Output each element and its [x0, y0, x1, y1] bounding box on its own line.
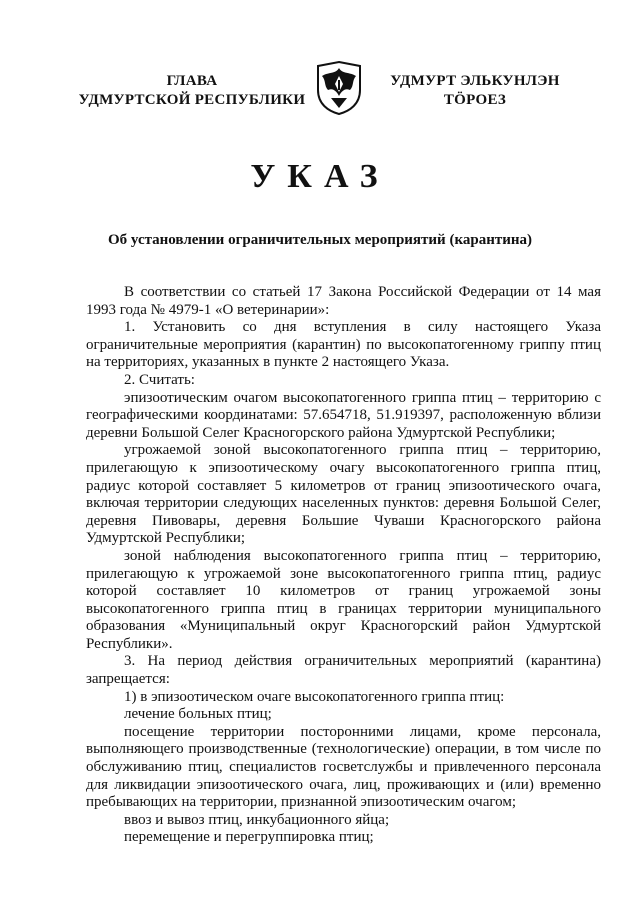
header-right: [370, 72, 580, 110]
paragraph: В соответствии со статьей 17 Закона Российской Федерации от 14 мая 1993 года № 4979-1 «О ветеринарии»:: [86, 284, 601, 318]
header-left-line1: ГЛАВА: [166, 73, 218, 89]
header-left: [72, 72, 312, 110]
paragraph: 1) в эпизоотическом очаге высокопатогенного гриппа птиц:: [124, 688, 505, 705]
paragraph: 3. На период действия ограничительных мероприятий (карантина) запрещается:: [86, 653, 601, 688]
paragraph: зоной наблюдения высокопатогенного гриппа птиц – территорию, прилегающую к угрожаемой зоне высокопатогенного гриппа птиц, радиус которой составляет 10 километров от границ угрожаемой зоны высокопатогенного гриппа птиц в границах территории муниципального образования «Муниципальный округ Красногорский район Удмуртской Республики».: [86, 547, 601, 652]
paragraph: 1. Установить со дня вступления в силу настоящего Указа ограничительные мероприятия (карантин) по высокопатогенному гриппу птиц на территориях, указанных в пункте 2 настоящего Указа.: [86, 319, 601, 371]
paragraph: ввоз и вывоз птиц, инкубационного яйца;: [124, 811, 390, 828]
paragraph: посещение территории посторонними лицами, кроме персонала, выполняющего производственные (технологические) операции, в том числе по обслуживанию птиц, специалистов госветслужбы и привлеченного персонала для ликвидации эпизоотического очага, лиц, проживающих и (или) временно пребывающих на территории, признанной эпизоотическим очагом;: [86, 723, 601, 811]
udmurt-coat-of-arms-icon: [314, 60, 364, 116]
paragraph: лечение больных птиц;: [124, 706, 272, 723]
decree-body: [86, 284, 601, 847]
header-right-line2: ТӦРОЕЗ: [443, 92, 507, 108]
document-subtitle: Об установлении ограничительных мероприятий (карантина): [107, 232, 532, 248]
document-title: УКАЗ: [250, 158, 390, 195]
paragraph: угрожаемой зоной высокопатогенного гриппа птиц – территорию, прилегающую к эпизоотическому очагу высокопатогенного гриппа птиц, радиус которой составляет 5 километров от границ эпизоотического очага, включая территории следующих населенных пунктов: деревня Большой Селег, деревня Пивовары, деревня Большие Чуваши Красногорского района Удмуртской Республики;: [86, 442, 601, 547]
header-left-line2: УДМУРТСКОЙ РЕСПУБЛИКИ: [78, 92, 306, 108]
header-right-line1: УДМУРТ ЭЛЬКУНЛЭН: [390, 73, 560, 89]
paragraph: перемещение и перегруппировка птиц;: [124, 829, 374, 846]
paragraph: эпизоотическим очагом высокопатогенного гриппа птиц – территорию с географическими координатами: 57.654718, 51.919397, расположенную вблизи деревни Большой Селег Красногорского района Удмуртской Республики;: [86, 389, 601, 441]
paragraph: 2. Считать:: [124, 371, 195, 388]
